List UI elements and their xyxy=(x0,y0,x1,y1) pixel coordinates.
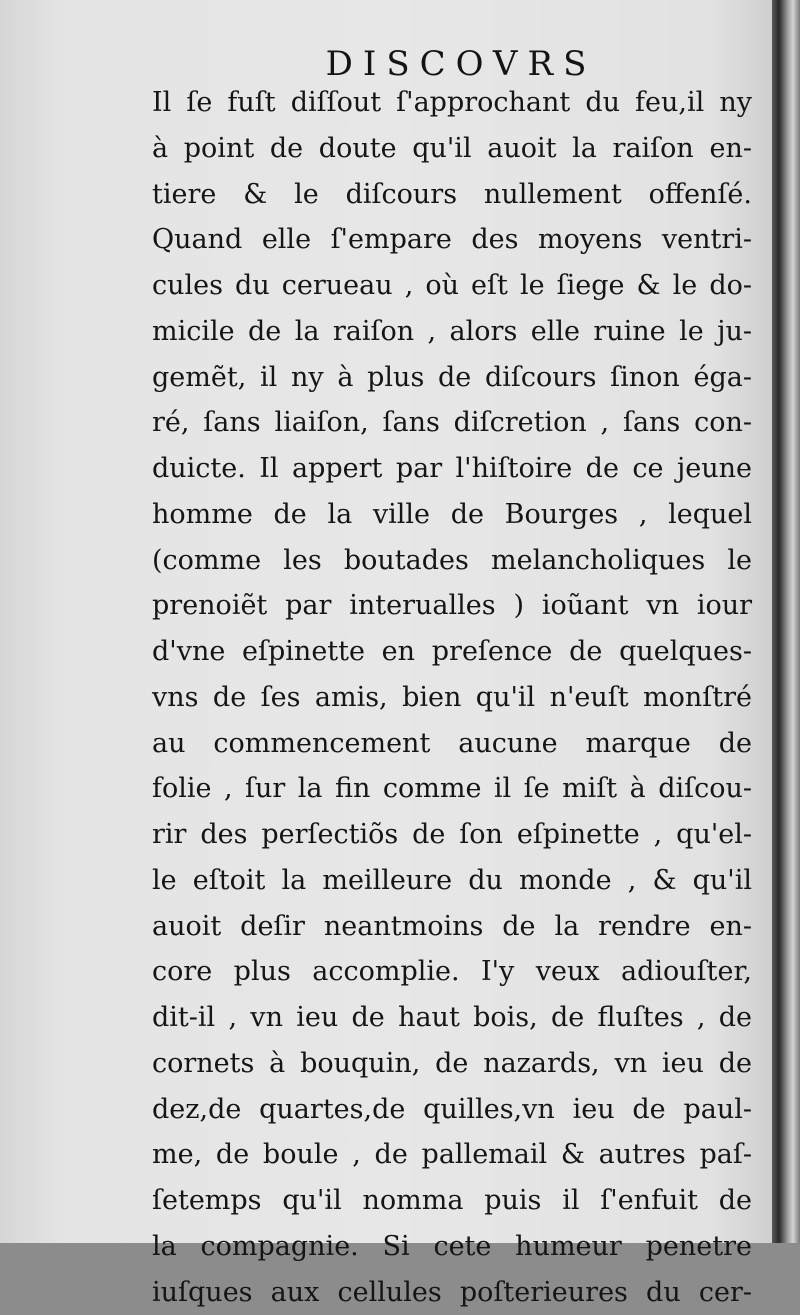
text-line: gemẽt, il ny à plus de diſcours ſinon éga- xyxy=(152,355,752,401)
text-line: me, de boule , de pallemail & autres paſ- xyxy=(152,1132,752,1178)
text-line: rir des perſectiõs de ſon eſpinette , qu'el- xyxy=(152,812,752,858)
text-line: prenoiẽt par interualles ) ioũant vn iour xyxy=(152,583,752,629)
text-line: cules du cerueau , où eſt le ſiege & le do- xyxy=(152,263,752,309)
text-line: au commencement aucune marque de xyxy=(152,721,752,767)
text-line: Quand elle ſ'empare des moyens ventri- xyxy=(152,217,752,263)
text-line: iuſques aux cellules poſterieures du cer- xyxy=(152,1270,752,1315)
text-line: tiere & le diſcours nullement offenſé. xyxy=(152,172,752,218)
text-line: cornets à bouquin, de nazards, vn ieu de xyxy=(152,1041,752,1087)
body-text xyxy=(152,80,752,1315)
text-line: vns de ſes amis, bien qu'il n'euſt monſtré xyxy=(152,675,752,721)
text-line: duicte. Il appert par l'hiſtoire de ce jeune xyxy=(152,446,752,492)
text-line: auoit deſir neantmoins de la rendre en- xyxy=(152,904,752,950)
text-line: micile de la raiſon , alors elle ruine le ju- xyxy=(152,309,752,355)
text-line: d'vne eſpinette en preſence de quelques- xyxy=(152,629,752,675)
text-line: ré, ſans liaiſon, ſans diſcretion , ſans con- xyxy=(152,400,752,446)
text-line: dez,de quartes,de quilles,vn ieu de paul- xyxy=(152,1087,752,1133)
text-line: Il ſe fuſt diſſout ſ'approchant du feu,il ny xyxy=(152,80,752,126)
text-line: (comme les boutades melancholiques le xyxy=(152,538,752,584)
running-header-text: DISCOVRS xyxy=(326,44,597,84)
text-line: à point de doute qu'il auoit la raiſon en- xyxy=(152,126,752,172)
text-line: folie , ſur la fin comme il ſe miſt à diſcou- xyxy=(152,766,752,812)
book-gutter-edge xyxy=(772,0,800,1243)
text-line: core plus accomplie. I'y veux adiouſter, xyxy=(152,949,752,995)
text-line: dit-il , vn ieu de haut bois, de fluſtes , de xyxy=(152,995,752,1041)
text-line: homme de la ville de Bourges , lequel xyxy=(152,492,752,538)
text-line: la compagnie. Si cete humeur penetre xyxy=(152,1224,752,1270)
text-line: ſetemps qu'il nomma puis il ſ'enfuit de xyxy=(152,1178,752,1224)
running-header xyxy=(0,44,772,84)
text-line: le eſtoit la meilleure du monde , & qu'il xyxy=(152,858,752,904)
